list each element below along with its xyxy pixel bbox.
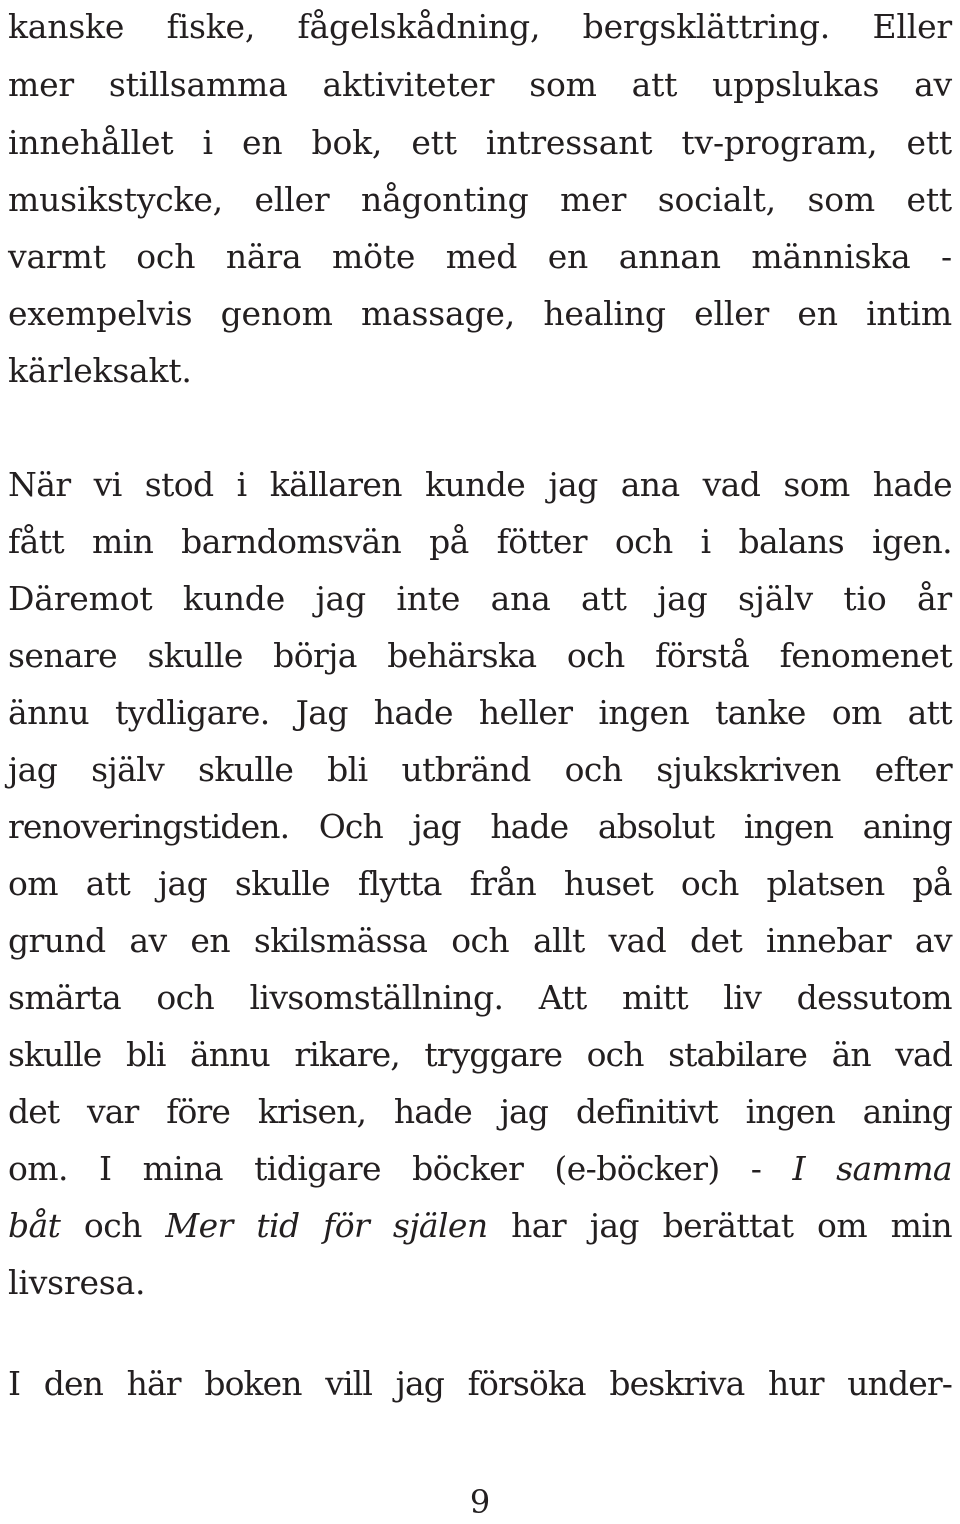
text-line: fått min barndomsvän på fötter och i balans igen. (8, 522, 952, 561)
text-line: jag själv skulle bli utbränd och sjukskriven efter (8, 750, 952, 789)
text-line: ännu tydligare. Jag hade heller ingen tanke om att (8, 693, 952, 732)
text-line: Däremot kunde jag inte ana att jag själv tio år (8, 579, 952, 618)
text-line: kärleksakt. (8, 351, 192, 390)
text-line: livsresa. (8, 1263, 146, 1302)
text-line: båt och Mer tid för själen har jag berättat om min (8, 1206, 952, 1245)
text-line: grund av en skilsmässa och allt vad det innebar av (8, 921, 952, 960)
text-line: kanske fiske, fågelskådning, bergsklättring. Eller (8, 7, 952, 46)
book-title-italic: I samma (792, 1149, 952, 1188)
text-line: När vi stod i källaren kunde jag ana vad som hade (8, 465, 952, 504)
text-line: skulle bli ännu rikare, tryggare och stabilare än vad (8, 1035, 952, 1074)
text-line: det var före krisen, hade jag definitivt ingen aning (8, 1092, 952, 1131)
text-line: musikstycke, eller någonting mer socialt, som ett (8, 180, 952, 219)
text-line: varmt och nära möte med en annan människa - (8, 237, 952, 276)
text-line: exempelvis genom massage, healing eller en intim (8, 294, 952, 333)
text-line: mer stillsamma aktiviteter som att uppslukas av (8, 65, 952, 104)
text-line: om. I mina tidigare böcker (e-böcker) - I samma (8, 1149, 952, 1188)
book-title-italic: båt (8, 1206, 61, 1245)
page-number: 9 (469, 1483, 491, 1521)
text-line: senare skulle börja behärska och förstå fenomenet (8, 636, 952, 675)
text-line: innehållet i en bok, ett intressant tv-program, ett (8, 123, 952, 162)
text-line: renoveringstiden. Och jag hade absolut ingen aning (8, 807, 952, 846)
text-line: smärta och livsomställning. Att mitt liv dessutom (8, 978, 952, 1017)
text-line: om att jag skulle flytta från huset och platsen på (8, 864, 952, 903)
book-title-italic: Mer tid för själen (165, 1206, 488, 1245)
text-line: I den här boken vill jag försöka beskriva hur under- (8, 1364, 952, 1403)
